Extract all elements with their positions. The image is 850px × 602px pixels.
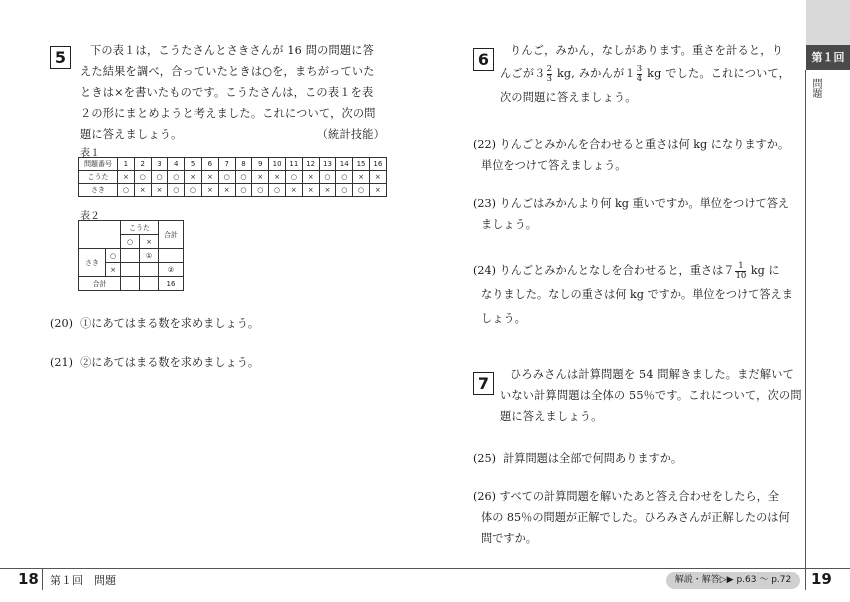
table1 (78, 157, 387, 197)
question-23 (473, 193, 803, 235)
question-number: (21) (50, 356, 73, 369)
sidebar-vertical-label: 問題 (810, 78, 821, 98)
table-cell: ○ (235, 171, 252, 184)
table-cell: × (285, 184, 302, 197)
question-26 (473, 486, 803, 549)
table-cell: 10 (269, 158, 286, 171)
table-cell: × (185, 171, 202, 184)
table2-label: 表２ (80, 211, 100, 222)
table-cell: 問題番号 (79, 158, 118, 171)
table-cell: × (269, 171, 286, 184)
table-cell: 9 (252, 158, 269, 171)
table-cell: × (140, 235, 159, 249)
table-cell (140, 263, 159, 277)
table-cell: ○ (168, 171, 185, 184)
table-cell (159, 249, 184, 263)
intro-line: ２の形にまとめようと考えました。これについて，次の問 (80, 107, 376, 120)
table-cell: × (134, 184, 151, 197)
table-cell: ○ (319, 171, 336, 184)
table-cell (140, 277, 159, 291)
answer-reference: 解説・解答▷▶ p.63 ～ p.72 (666, 572, 800, 589)
problem-6-intro (500, 40, 805, 108)
table-cell: 合計 (79, 277, 121, 291)
sidebar-shade (806, 0, 850, 45)
question-text: kg に (750, 264, 780, 277)
question-text: 問ですか。 (481, 532, 537, 545)
problem-5-intro (80, 40, 385, 145)
table-cell: ○ (285, 171, 302, 184)
intro-line: りんご，みかん，なしがあります。重さを計ると，り (510, 44, 784, 57)
table-cell: ○ (121, 235, 140, 249)
table-cell: さき (79, 249, 106, 277)
table-cell: 12 (302, 158, 319, 171)
question-number: (24) (473, 264, 496, 277)
table-cell: ○ (151, 171, 168, 184)
footer-rule-left (0, 568, 425, 569)
table-cell: 2 (134, 158, 151, 171)
table-cell: 合計 (159, 221, 184, 249)
table-cell: × (201, 171, 218, 184)
footer-separator (42, 568, 43, 590)
table-cell: × (369, 171, 386, 184)
question-number: (26) (473, 490, 496, 503)
question-25 (473, 448, 682, 469)
table-cell: 13 (319, 158, 336, 171)
intro-line: ときは×を書いたものです。こうたさんは，この表１を表 (80, 86, 374, 99)
table2 (78, 220, 184, 291)
table-cell: 3 (151, 158, 168, 171)
table-cell: こうた (121, 221, 159, 235)
question-text: 体の 85％の問題が正解でした。ひろみさんが正解したのは何 (481, 511, 790, 524)
intro-line: ひろみさんは計算問題を 54 問解きました。まだ解いて (510, 368, 795, 381)
problem-7-intro (500, 364, 805, 427)
intro-line: 題に答えましょう。 (500, 410, 603, 423)
table-cell: ○ (252, 184, 269, 197)
table-cell: さき (79, 184, 118, 197)
table-cell: 7 (218, 158, 235, 171)
table-cell: × (302, 171, 319, 184)
fraction: $\frac{2}{3}$ (546, 63, 553, 84)
table-cell: ① (140, 249, 159, 263)
question-number: (20) (50, 317, 73, 330)
table-cell (79, 221, 121, 249)
table-cell: ○ (118, 184, 135, 197)
table-row (79, 249, 184, 263)
table-cell: ○ (106, 249, 121, 263)
sidebar-divider (805, 70, 806, 570)
table-cell: 4 (168, 158, 185, 171)
table-cell: × (353, 171, 370, 184)
question-text: ましょう。 (481, 218, 537, 231)
table-row (79, 184, 387, 197)
question-text: りんごとみかんを合わせると重さは何 kg になりますか。 (499, 138, 790, 151)
question-number: (25) (473, 452, 496, 465)
question-20 (50, 313, 259, 334)
table-cell: ○ (336, 171, 353, 184)
table-cell: ② (159, 263, 184, 277)
table-cell: 16 (369, 158, 386, 171)
table-cell: ○ (336, 184, 353, 197)
table-cell: 6 (201, 158, 218, 171)
footer-rule-right (425, 568, 850, 569)
chapter-tab: 第１回 (806, 45, 850, 70)
table-cell: × (302, 184, 319, 197)
table-cell (121, 249, 140, 263)
question-text: 単位をつけて答えましょう。 (481, 159, 627, 172)
table-cell: 8 (235, 158, 252, 171)
table-cell (121, 277, 140, 291)
table-cell: 11 (285, 158, 302, 171)
question-21 (50, 352, 259, 373)
table1-label: 表１ (80, 148, 100, 159)
table-cell: 5 (185, 158, 202, 171)
table-cell: × (369, 184, 386, 197)
fraction: $\frac{1}{10}$ (735, 260, 747, 281)
table-cell: × (118, 171, 135, 184)
table-cell: 16 (159, 277, 184, 291)
table-cell: ○ (168, 184, 185, 197)
table-cell: × (252, 171, 269, 184)
question-number: (22) (473, 138, 496, 151)
table1-header-row (79, 158, 387, 171)
table-cell: × (218, 184, 235, 197)
question-text: りんごとみかんとなしを合わせると，重さは７ (499, 264, 735, 277)
intro-line: いない計算問題は全体の 55％です。これについて，次の問 (500, 389, 802, 402)
table-row (79, 221, 184, 235)
table-cell: ○ (185, 184, 202, 197)
table-cell: ○ (235, 184, 252, 197)
page-number-right: 19 (811, 570, 832, 588)
category-label: （統計技能） (316, 128, 385, 141)
question-text: しょう。 (481, 312, 526, 325)
table-cell (121, 263, 140, 277)
table-cell: ○ (353, 184, 370, 197)
footer-separator (805, 568, 806, 590)
footer-title: 第１回 問題 (50, 574, 116, 587)
problem-5-number: 5 (50, 46, 71, 69)
question-text: ②にあてはまる数を求めましょう。 (80, 356, 260, 369)
table-cell: こうた (79, 171, 118, 184)
page-number-left: 18 (18, 570, 39, 588)
question-22 (473, 134, 803, 176)
fraction: $\frac{3}{4}$ (636, 63, 643, 84)
table-cell: 15 (353, 158, 370, 171)
table-cell: × (151, 184, 168, 197)
question-24 (473, 259, 803, 331)
problem-7-number: 7 (473, 372, 494, 395)
question-text: ①にあてはまる数を求めましょう。 (80, 317, 260, 330)
table-cell: × (201, 184, 218, 197)
question-text: すべての計算問題を解いたあと答え合わせをしたら，全 (499, 490, 779, 503)
table-cell: 1 (118, 158, 135, 171)
table-cell: ○ (134, 171, 151, 184)
intro-line: んごが３ $\frac{2}{3}$ kg, みかんが１ $\frac{3}{4}$ kg でした。これについて， (500, 63, 791, 84)
table-cell: × (319, 184, 336, 197)
intro-line: 下の表１は，こうたさんとさきさんが 16 問の問題に答 (90, 44, 375, 57)
table-row (79, 277, 184, 291)
table-cell: ○ (218, 171, 235, 184)
table-cell: × (106, 263, 121, 277)
question-text: 計算問題は全部で何問ありますか。 (503, 452, 683, 465)
intro-line: 次の問題に答えましょう。 (500, 91, 637, 104)
table-cell: 14 (336, 158, 353, 171)
table-cell: ○ (269, 184, 286, 197)
intro-line: えた結果を調べ，合っていたときは○を，まちがっていた (80, 65, 375, 78)
question-text: りんごはみかんより何 kg 重いですか。単位をつけて答え (499, 197, 790, 210)
table-row (79, 171, 387, 184)
question-number: (23) (473, 197, 496, 210)
problem-6-number: 6 (473, 48, 494, 71)
question-text: なりました。なしの重さは何 kg ですか。単位をつけて答えま (481, 288, 793, 301)
intro-line: 題に答えましょう。 （統計技能） (80, 124, 385, 145)
